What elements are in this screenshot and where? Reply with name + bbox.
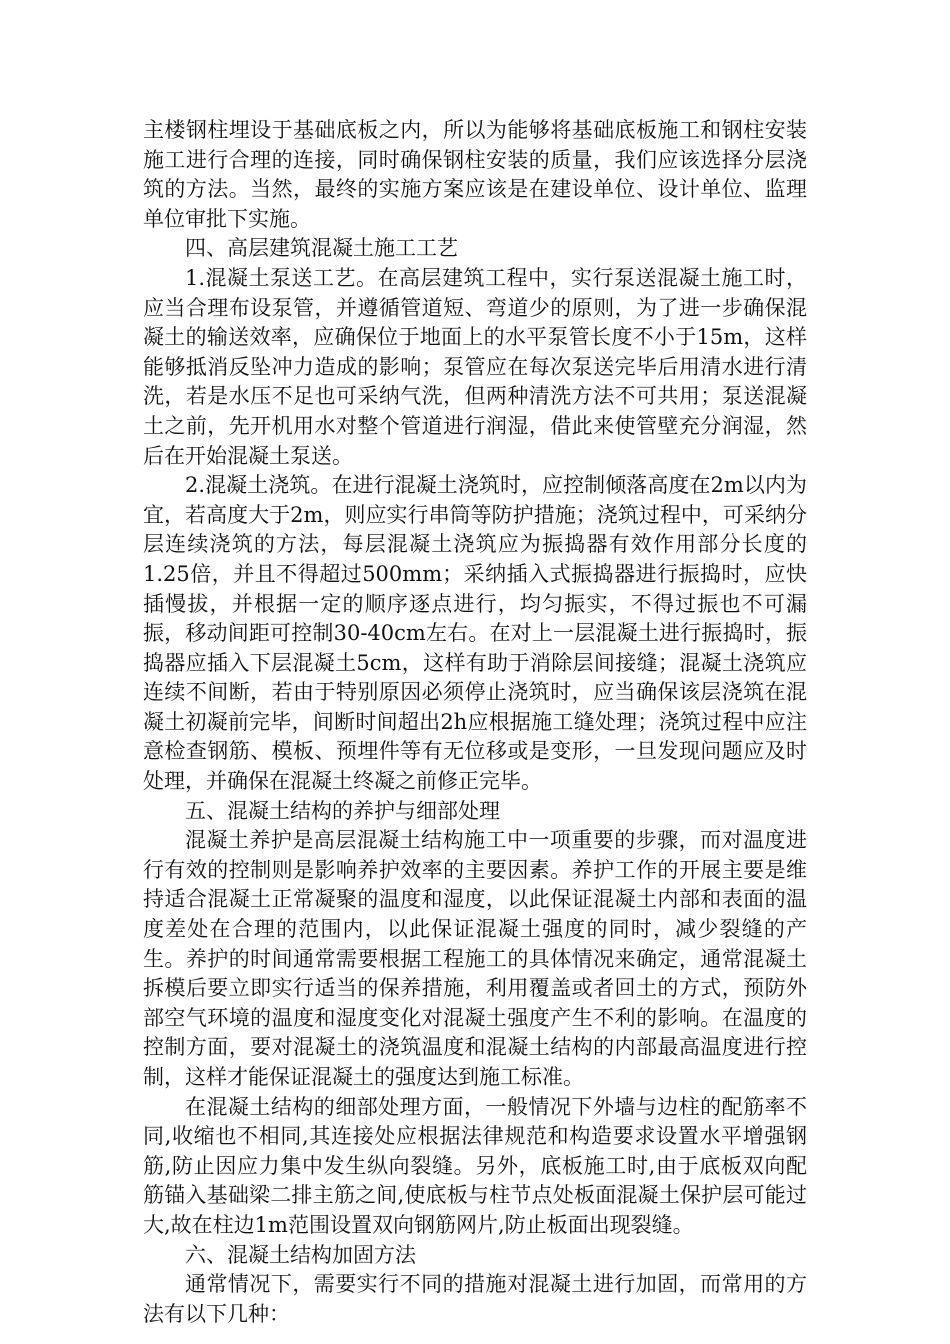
paragraph-pouring-process: 2.混凝土浇筑。在进行混凝土浇筑时，应控制倾落高度在2m以内为宜，若高度大于2m，则应实行串筒等防护措施；浇筑过程中，可采纳分层连续浇筑的方法，每层混凝土浇筑应为振捣器有效作用部分长度的1.25倍，并且不得超过500mm；采纳插入式振捣器进行振捣时，应快插慢拔，并根据一定的顺序逐点进行，均匀振实，不得过振也不可漏振，移动间距可控制30-40cm左右。在对上一层混凝土进行振捣时，振捣器应插入下层混凝土5cm，这样有助于消除层间接缝；混凝土浇筑应连续不间断，若由于特别原因必须停止浇筑时，应当确保该层浇筑在混凝土初凝前完毕，间断时间超出2h应根据施工缝处理；浇筑过程中应注意检查钢筋、模板、预埋件等有无位移或是变形，一旦发现问题应及时处理，并确保在混凝土终凝之前修正完毕。 xyxy=(143,473,807,794)
paragraph-continuation: 主楼钢柱埋设于基础底板之内，所以为能够将基础底板施工和钢柱安装施工进行合理的连接，同时确保钢柱安装的质量，我们应该选择分层浇筑的方法。当然，最终的实施方案应该是在建设单位、设计单位、监理单位审批下实施。 xyxy=(143,118,807,231)
paragraph-detail-treatment: 在混凝土结构的细部处理方面，一般情况下外墙与边柱的配筋率不同,收缩也不相同,其连接处应根据法律规范和构造要求设置水平增强钢筋,防止因应力集中发生纵向裂缝。另外，底板施工时,由于底板双向配筋锚入基础梁二排主筋之间,使底板与柱节点处板面混凝土保护层可能过大,故在柱边1m范围设置双向钢筋网片,防止板面出现裂缝。 xyxy=(143,1094,807,1237)
paragraph-pumping-process: 1.混凝土泵送工艺。在高层建筑工程中，实行泵送混凝土施工时，应当合理布设泵管，并遵循管道短、弯道少的原则，为了进一步确保混凝土的输送效率，应确保位于地面上的水平泵管长度不小于15m，这样能够抵消反坠冲力造成的影响；泵管应在每次泵送完毕后用清水进行清洗，若是水压不足也可采纳气洗，但两种清洗方法不可共用；泵送混凝土之前，先开机用水对整个管道进行润湿，借此来使管壁充分润湿，然后在开始混凝土泵送。 xyxy=(143,265,807,468)
paragraph-curing: 混凝土养护是高层混凝土结构施工中一项重要的步骤，而对温度进行有效的控制则是影响养护效率的主要因素。养护工作的开展主要是维持适合混凝土正常凝聚的温度和湿度，以此保证混凝土内部和表面的温度差处在合理的范围内，以此保证混凝土强度的同时，减少裂缝的产生。养护的时间通常需要根据工程施工的具体情况来确定，通常混凝土拆模后要立即实行适当的保养措施，利用覆盖或者回土的方式，预防外部空气环境的温度和湿度变化对混凝土强度产生不利的影响。在温度的控制方面，要对混凝土的浇筑温度和混凝土结构的内部最高温度进行控制，这样才能保证混凝土的强度达到施工标准。 xyxy=(143,828,807,1089)
section-heading-4: 四、高层建筑混凝土施工工艺 xyxy=(185,236,458,261)
paragraph-reinforcement-intro: 通常情况下，需要实行不同的措施对混凝土进行加固，而常用的方法有以下几种： xyxy=(143,1272,807,1326)
section-heading-5: 五、混凝土结构的养护与细部处理 xyxy=(185,798,500,823)
section-heading-6: 六、混凝土结构加固方法 xyxy=(185,1242,416,1267)
document-body xyxy=(143,116,807,1329)
